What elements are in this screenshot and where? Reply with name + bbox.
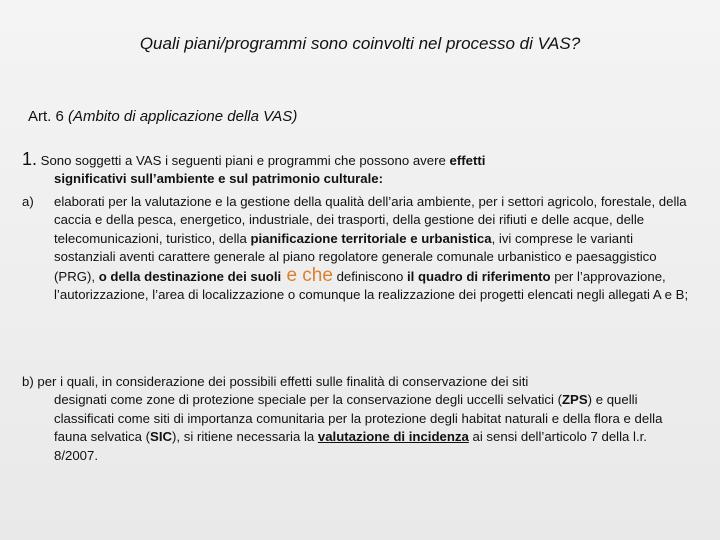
list-item-a [22, 193, 692, 304]
item-b-text-5: ai sensi dell’articolo 7 della l.r. 8/2007. [54, 429, 647, 463]
item-b-text-4: ), si ritiene necessaria la [172, 429, 318, 445]
paragraph-1-bold-b: significativi sull’ambiente e sul patrimonio culturale: [54, 171, 384, 187]
item-b-bold-zps: ZPS [562, 392, 588, 408]
article-prefix: Art. 6 [28, 108, 69, 125]
list-item-a-content [54, 193, 692, 304]
slide-title: Quali piani/programmi sono coinvolti nel processo di VAS? [139, 34, 581, 53]
article-subtitle: (Ambito di applicazione della VAS) [68, 108, 298, 125]
paragraph-number: 1. [22, 149, 38, 169]
item-b-text-2: designati come zone di protezione speciale per la conservazione degli uccelli selvatici ( [54, 392, 562, 408]
list-item-a-label: a) [22, 194, 34, 209]
paragraph-1 [22, 150, 702, 189]
item-a-bold-1: pianificazione territoriale e urbanistica [250, 230, 492, 246]
item-b-text-3: ) e quelli classificati come siti di importanza comunitaria per la protezione degli habitat naturali e della flora e della fauna selvatica ( [54, 392, 663, 445]
item-a-text-3: definiscono [332, 268, 407, 284]
item-b-bold-sic: SIC [150, 429, 173, 445]
item-a-text-2: , ivi comprese le varianti sostanziali aventi carattere generale al piano regolatore generale comunale urbanistico e paesaggistico (PRG), [54, 230, 657, 284]
list-item-b [22, 373, 692, 465]
item-a-text-4: per l’approvazione, l’autorizzazione, l’area di localizzazione o comunque la realizzazione dei progetti elencati negli allegati A e B; [54, 268, 689, 303]
item-a-text-1: elaborati per la valutazione e la gestione della qualità dell’aria ambiente, per i settori agricolo, forestale, della caccia e della pesca, energetico, industriale, dei trasporti, della gestione dei rifiuti e delle acque, delle telecomunicazioni, turistico, della [54, 194, 687, 246]
item-a-bold-3: il quadro di riferimento [406, 268, 551, 284]
item-a-bold-2: o della destinazione dei suoli [98, 268, 282, 284]
article-heading [28, 108, 297, 125]
item-b-text-1: b) per i quali, in considerazione dei possibili effetti sulle finalità di conservazione dei siti [22, 374, 529, 389]
item-a-orange-text: e che [281, 264, 333, 286]
list-item-b-content [22, 373, 692, 465]
paragraph-1-bold-a: effetti [449, 153, 486, 168]
item-b-body [22, 391, 692, 465]
paragraph-1-text: Sono soggetti a VAS i seguenti piani e programmi che possono avere [37, 153, 450, 168]
item-b-underlined: valutazione di incidenza [317, 429, 469, 445]
